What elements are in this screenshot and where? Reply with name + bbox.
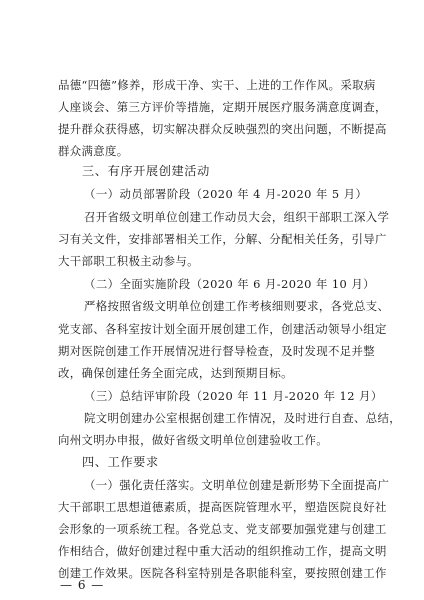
paragraph-line: 大干部职工积极主动参与。: [58, 254, 199, 268]
section-heading-3: 三、有序开展创建活动: [82, 164, 210, 178]
paragraph-line: 党支部、各科室按计划全面开展创建工作，创建活动领导小组定: [58, 322, 387, 336]
paragraph-line: 提升群众获得感，切实解决群众反映强烈的突出问题，不断提高: [58, 122, 387, 136]
paragraph-line: 大干部职工思想道德素质，提高医院管理水平，塑造医院良好社: [58, 500, 387, 514]
paragraph-line: 创建工作效果。医院各科室特别是各职能科室，要按照创建工作: [58, 566, 387, 580]
subsection-title-2: （二）全面实施阶段（2020 年 6 月-2020 年 10 月）: [84, 277, 376, 291]
paragraph-line: 改，确保创建任务全面完成，达到预期目标。: [58, 366, 293, 380]
paragraph-line: 向州文明办申报，做好省级文明单位创建验收工作。: [58, 433, 329, 447]
page-number: — 6 —: [60, 578, 105, 592]
paragraph-line: 人座谈会、第三方评价等措施，定期开展医疗服务满意度调查，: [58, 100, 387, 114]
paragraph-line: 严格按照省级文明单位创建工作考核细则要求，各党总支、: [84, 299, 390, 313]
paragraph-line: 院文明创建办公室根据创建工作情况，及时进行自查、总结，: [84, 411, 401, 425]
section-heading-4: 四、工作要求: [82, 455, 159, 469]
paragraph-line: 期对医院创建工作开展情况进行督导检查，及时发现不足并整: [58, 344, 375, 358]
paragraph-line: 召开省级文明单位创建工作动员大会，组织干部职工深入学: [84, 210, 390, 224]
paragraph-line: 习有关文件，安排部署相关工作，分解、分配相关任务，引导广: [58, 232, 387, 246]
subsection-title-3: （三）总结评审阶段（2020 年 11 月-2020 年 12 月）: [84, 389, 383, 403]
subsection-title-1: （一）动员部署阶段（2020 年 4 月-2020 年 5 月）: [84, 187, 368, 201]
paragraph-line: 会形象的一项系统工程。各党总支、党支部要加强党建与创建工: [58, 522, 387, 536]
paragraph-line: 品德“四德”修养，形成干净、实干、上进的工作作风。采取病: [58, 78, 376, 92]
paragraph-line: （一）强化责任落实。文明单位创建是新形势下全面提高广: [84, 478, 390, 492]
paragraph-line: 群众满意度。: [58, 144, 129, 158]
paragraph-line: 作相结合，做好创建过程中重大活动的组织推动工作，提高文明: [58, 544, 387, 558]
